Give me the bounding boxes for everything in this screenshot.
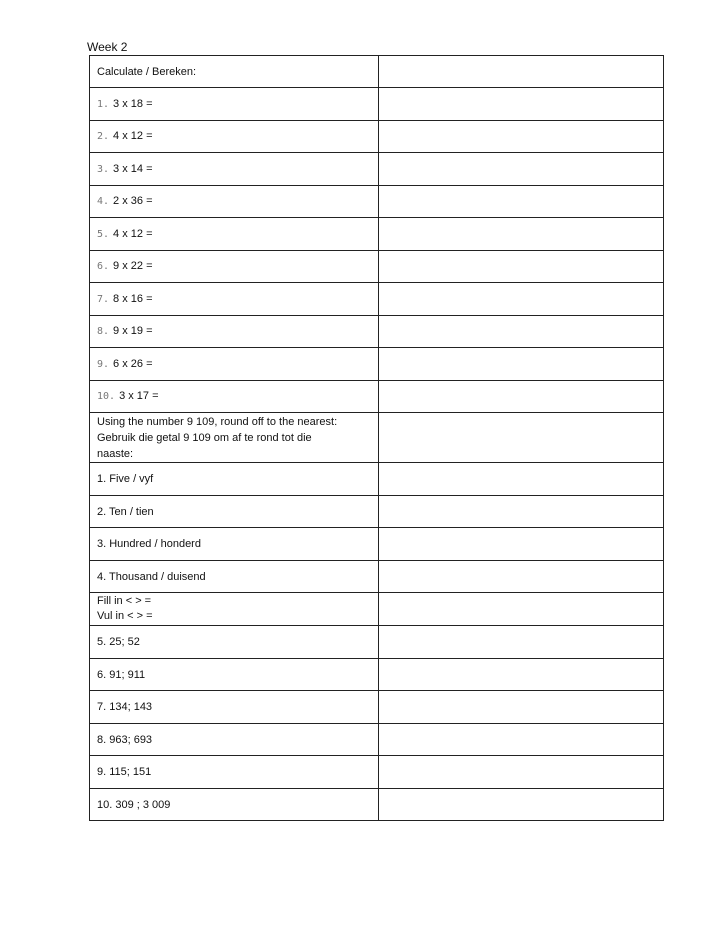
rounding-instruction-af-cont: naaste: xyxy=(97,447,134,460)
question-number: 10. xyxy=(97,391,116,402)
compare-instruction-af: Vul in < > = xyxy=(97,610,153,622)
question-expression: 3 x 14 = xyxy=(113,162,153,175)
question-expression: 3 x 18 = xyxy=(113,97,153,110)
table-row xyxy=(90,528,664,561)
table-row xyxy=(90,789,664,821)
answer-cell[interactable] xyxy=(379,186,664,218)
compare-instruction-en: Fill in < > = xyxy=(97,595,152,607)
question-cell: 6. 91; 911 xyxy=(90,659,379,691)
table-row xyxy=(90,561,664,593)
table-row xyxy=(90,691,664,724)
answer-cell[interactable] xyxy=(379,691,664,724)
table-row xyxy=(90,218,664,251)
answer-cell[interactable] xyxy=(379,496,664,528)
question-cell xyxy=(90,348,379,381)
answer-cell[interactable] xyxy=(379,121,664,153)
answer-cell[interactable] xyxy=(379,463,664,496)
table-row xyxy=(90,593,664,626)
section-header-calculate: Calculate / Bereken: xyxy=(90,56,379,88)
question-cell xyxy=(90,186,379,218)
table-row xyxy=(90,88,664,121)
answer-cell[interactable] xyxy=(379,724,664,756)
answer-cell[interactable] xyxy=(379,348,664,381)
answer-cell[interactable] xyxy=(379,626,664,659)
table-row xyxy=(90,381,664,413)
answer-cell[interactable] xyxy=(379,381,664,413)
table-row xyxy=(90,413,664,463)
question-cell xyxy=(90,218,379,251)
question-cell: 8. 963; 693 xyxy=(90,724,379,756)
table-row xyxy=(90,56,664,88)
answer-cell[interactable] xyxy=(379,316,664,348)
answer-cell[interactable] xyxy=(379,283,664,316)
answer-cell[interactable] xyxy=(379,593,664,626)
table-row xyxy=(90,724,664,756)
question-expression: 4 x 12 = xyxy=(113,227,153,240)
table-row xyxy=(90,756,664,789)
table-row xyxy=(90,251,664,283)
question-cell xyxy=(90,121,379,153)
question-cell xyxy=(90,316,379,348)
question-cell xyxy=(90,153,379,186)
answer-cell[interactable] xyxy=(379,789,664,821)
answer-cell[interactable] xyxy=(379,251,664,283)
question-cell: 7. 134; 143 xyxy=(90,691,379,724)
answer-cell[interactable] xyxy=(379,218,664,251)
question-number: 3. xyxy=(97,163,110,175)
question-cell: 9. 115; 151 xyxy=(90,756,379,789)
table-row xyxy=(90,463,664,496)
question-cell xyxy=(90,381,379,413)
section-header-compare xyxy=(90,593,379,626)
question-cell: 2. Ten / tien xyxy=(90,496,379,528)
section-header-rounding xyxy=(90,413,379,463)
question-number: 8. xyxy=(97,326,110,337)
question-number: 1. xyxy=(97,98,110,110)
page-title: Week 2 xyxy=(87,40,128,54)
answer-cell[interactable] xyxy=(379,756,664,789)
answer-cell[interactable] xyxy=(379,56,664,88)
question-expression: 6 x 26 = xyxy=(113,357,153,370)
answer-cell[interactable] xyxy=(379,659,664,691)
table-row xyxy=(90,283,664,316)
question-cell: 3. Hundred / honderd xyxy=(90,528,379,561)
question-cell: 5. 25; 52 xyxy=(90,626,379,659)
table-row xyxy=(90,626,664,659)
question-expression: 9 x 19 = xyxy=(113,325,153,337)
question-cell: 10. 309 ; 3 009 xyxy=(90,789,379,821)
answer-cell[interactable] xyxy=(379,561,664,593)
table-row xyxy=(90,186,664,218)
question-number: 5. xyxy=(97,228,110,240)
rounding-instruction-en: Using the number 9 109, round off to the nearest: xyxy=(97,415,338,428)
question-cell xyxy=(90,88,379,121)
question-number: 2. xyxy=(97,131,110,142)
question-cell: 4. Thousand / duisend xyxy=(90,561,379,593)
question-cell xyxy=(90,283,379,316)
question-expression: 2 x 36 = xyxy=(113,195,153,207)
table-row xyxy=(90,121,664,153)
question-number: 4. xyxy=(97,196,110,207)
question-number: 6. xyxy=(97,261,110,272)
rounding-instruction-af: Gebruik die getal 9 109 om af te rond tot die xyxy=(97,431,312,444)
question-expression: 4 x 12 = xyxy=(113,130,153,142)
table-row xyxy=(90,348,664,381)
question-cell: 1. Five / vyf xyxy=(90,463,379,496)
answer-cell[interactable] xyxy=(379,88,664,121)
table-row xyxy=(90,316,664,348)
question-expression: 8 x 16 = xyxy=(113,292,153,305)
question-number: 9. xyxy=(97,358,110,370)
worksheet-table xyxy=(89,55,664,821)
question-expression: 9 x 22 = xyxy=(113,260,153,272)
question-number: 7. xyxy=(97,293,110,305)
answer-cell[interactable] xyxy=(379,413,664,463)
table-row xyxy=(90,659,664,691)
question-expression: 3 x 17 = xyxy=(119,390,159,402)
question-cell xyxy=(90,251,379,283)
table-row xyxy=(90,153,664,186)
table-row xyxy=(90,496,664,528)
answer-cell[interactable] xyxy=(379,153,664,186)
answer-cell[interactable] xyxy=(379,528,664,561)
